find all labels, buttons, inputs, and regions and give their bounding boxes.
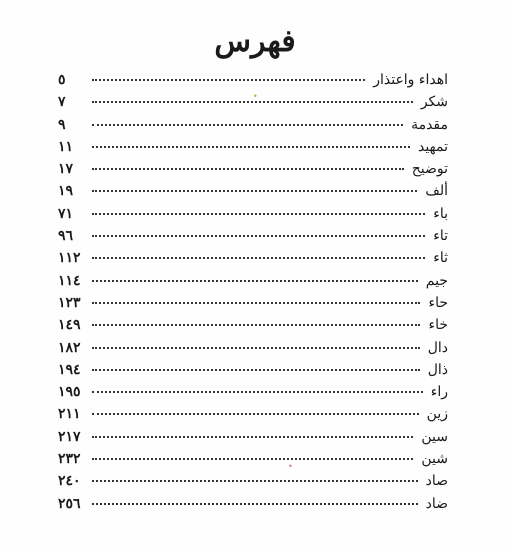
toc-entry-label: توضيح [411,161,448,178]
toc-entry [58,206,448,228]
dot-leader [92,257,425,259]
toc-entry-page: ٢١١ [58,406,81,423]
dot-leader [92,347,420,349]
toc-entry-label: شين [421,451,448,468]
dot-leader [92,480,418,482]
toc-entry-page: ٢١٧ [58,428,81,445]
dot-leader [92,436,413,438]
toc-entry-label: شكر [420,94,448,111]
toc-entry [58,139,448,161]
dot-leader [92,413,419,415]
toc-entry-page: ١٢٣ [58,294,81,311]
toc-entry [58,250,448,272]
toc-entry-label: تمهيد [417,138,448,155]
toc-entry-page: ٧ [58,94,66,111]
toc-entry [58,72,448,94]
dot-leader [92,391,423,393]
table-of-contents [58,72,448,518]
toc-entry-label: سين [421,428,448,445]
dot-leader [92,101,413,103]
dot-leader [92,146,410,148]
toc-entry [58,183,448,205]
toc-entry-label: ذال [427,361,448,378]
toc-entry-page: ٢٤٠ [58,473,81,490]
dot-leader [92,458,413,460]
toc-entry-label: جيم [425,272,448,289]
toc-entry-label: خاء [428,317,448,334]
toc-entry-label: ألف [425,183,448,200]
toc-entry-label: زين [426,406,448,423]
dot-leader [92,302,420,304]
toc-entry-page: ١١ [58,138,74,155]
dot-leader [92,79,365,81]
toc-entry [58,295,448,317]
toc-entry [58,496,448,518]
toc-entry [58,429,448,451]
toc-entry [58,340,448,362]
toc-entry-page: ٧١ [58,205,74,222]
toc-entry [58,451,448,473]
toc-entry-label: راء [430,384,448,401]
toc-entry-page: ١٤٩ [58,317,81,334]
toc-entry [58,228,448,250]
toc-entry [58,117,448,139]
toc-entry-label: مقدمة [411,116,448,133]
toc-entry-page: ١٧ [58,161,74,178]
toc-entry-page: ١١٤ [58,272,81,289]
dot-leader [92,213,425,215]
toc-entry-label: اهداء واعتذار [373,72,448,88]
toc-entry [58,384,448,406]
toc-entry [58,273,448,295]
dot-leader [92,369,420,371]
dot-leader [92,503,418,505]
toc-entry [58,473,448,495]
toc-entry-page: ١٩ [58,183,74,200]
dot-leader [92,324,420,326]
stray-ink-mark: • [253,92,258,101]
dot-leader [92,124,403,126]
dot-leader [92,190,417,192]
toc-entry-page: ٩ [58,116,66,133]
toc-entry-label: حاء [428,294,448,311]
toc-entry-page: ٢٥٦ [58,495,81,512]
dot-leader [92,280,418,282]
toc-entry-page: ١٩٤ [58,361,81,378]
toc-entry-page: ١٨٢ [58,339,81,356]
toc-entry [58,362,448,384]
page-title: فهرس [214,24,296,59]
toc-entry [58,406,448,428]
toc-entry-page: ١٩٥ [58,384,81,401]
toc-entry-page: ٢٣٢ [58,451,81,468]
toc-entry [58,161,448,183]
toc-entry-label: ضاد [425,495,448,512]
toc-entry-page: ١١٢ [58,250,81,267]
dot-leader [92,168,404,170]
toc-entry-page: ٩٦ [58,228,74,245]
toc-entry-label: باء [433,205,448,222]
toc-entry-label: دال [427,339,448,356]
toc-entry-page: ٥ [58,72,66,88]
toc-entry-label: ثاء [433,250,448,267]
dot-leader [92,235,425,237]
toc-entry-label: صاد [425,473,448,490]
toc-entry-label: تاء [433,228,448,245]
stray-ink-mark: • [288,462,293,471]
toc-entry [58,317,448,339]
